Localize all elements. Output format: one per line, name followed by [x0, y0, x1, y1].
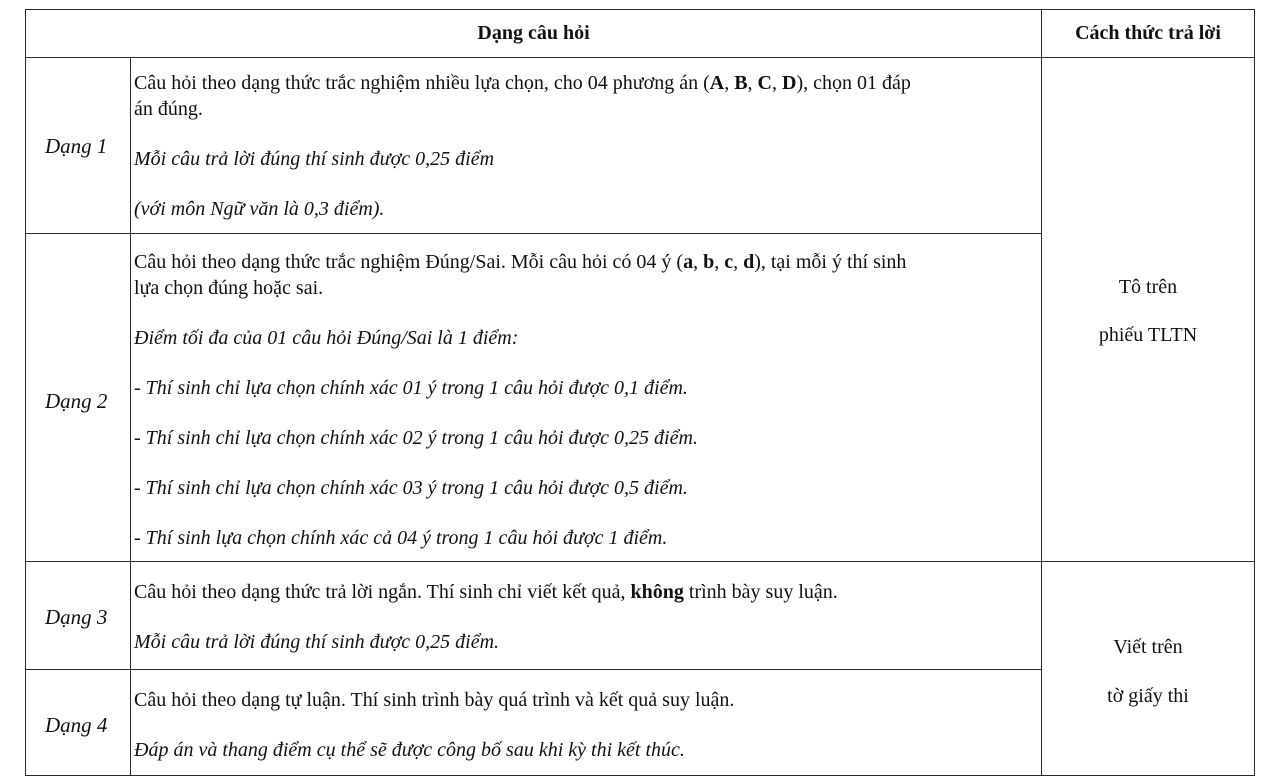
answer-method-paper-line2: tờ giấy thi — [1107, 685, 1189, 707]
row-divider-3 — [25, 669, 1041, 670]
bold-khong: không — [630, 581, 684, 603]
row1-line1: Câu hỏi theo dạng thức trắc nghiệm nhiều lựa chọn, cho 04 phương án (A, B, C, D), chọn 01 đáp — [134, 72, 911, 94]
table-border-bottom — [25, 775, 1255, 776]
header-answer-method: Cách thức trả lời — [1075, 22, 1221, 44]
row2-rule-1: - Thí sinh chỉ lựa chọn chính xác 01 ý trong 1 câu hỏi được 0,1 điểm. — [134, 377, 688, 399]
row-label-dang-4: Dạng 4 — [45, 713, 108, 737]
row2-line1: Câu hỏi theo dạng thức trắc nghiệm Đúng/Sai. Mỗi câu hỏi có 04 ý (a, b, c, d), tại mỗi ý thí sinh — [134, 251, 907, 273]
answer-method-tlt-line2: phiếu TLTN — [1098, 324, 1198, 346]
option-d: d — [743, 251, 755, 273]
column-divider-main — [1041, 9, 1042, 776]
option-D: D — [781, 72, 797, 94]
option-B: B — [734, 72, 748, 94]
option-a: a — [683, 251, 694, 273]
answer-method-paper-line1: Viết trên — [1113, 636, 1183, 658]
table-border-top — [25, 9, 1255, 10]
row2-max-score: Điểm tối đa của 01 câu hỏi Đúng/Sai là 1 điểm: — [134, 327, 519, 349]
row3-line1: Câu hỏi theo dạng thức trả lời ngắn. Thí sinh chỉ viết kết quả, không trình bày suy luận. — [134, 581, 838, 603]
row2-line2: lựa chọn đúng hoặc sai. — [134, 277, 324, 299]
table-border-left — [25, 9, 26, 776]
row-divider-1 — [25, 233, 1041, 234]
row2-rule-3: - Thí sinh chỉ lựa chọn chính xác 03 ý trong 1 câu hỏi được 0,5 điểm. — [134, 477, 688, 499]
option-C: C — [757, 72, 772, 94]
row2-rule-4: - Thí sinh lựa chọn chính xác cả 04 ý trong 1 câu hỏi được 1 điểm. — [134, 527, 668, 549]
row2-rule-2: - Thí sinh chỉ lựa chọn chính xác 02 ý trong 1 câu hỏi được 0,25 điểm. — [134, 427, 698, 449]
header-row-divider — [25, 57, 1255, 58]
header-question-type: Dạng câu hỏi — [477, 22, 590, 44]
row3-score-note: Mỗi câu trả lời đúng thí sinh được 0,25 điểm. — [134, 631, 500, 653]
table-border-right — [1254, 9, 1255, 776]
row1-line2: án đúng. — [134, 98, 203, 120]
row-label-dang-3: Dạng 3 — [45, 605, 108, 629]
row1-score-note: Mỗi câu trả lời đúng thí sinh được 0,25 điểm — [134, 148, 495, 170]
row4-line1: Câu hỏi theo dạng tự luận. Thí sinh trình bày quá trình và kết quả suy luận. — [134, 689, 735, 711]
row4-answer-note: Đáp án và thang điểm cụ thể sẽ được công bố sau khi kỳ thi kết thúc. — [134, 739, 685, 761]
option-A: A — [709, 72, 725, 94]
option-c: c — [724, 251, 734, 273]
row-divider-2 — [25, 561, 1255, 562]
row1-literature-note: (với môn Ngữ văn là 0,3 điểm). — [134, 198, 385, 220]
row-label-dang-2: Dạng 2 — [45, 389, 108, 413]
answer-method-tlt-line1: Tô trên — [1118, 276, 1178, 298]
option-b: b — [703, 251, 715, 273]
row-label-dang-1: Dạng 1 — [45, 134, 108, 158]
